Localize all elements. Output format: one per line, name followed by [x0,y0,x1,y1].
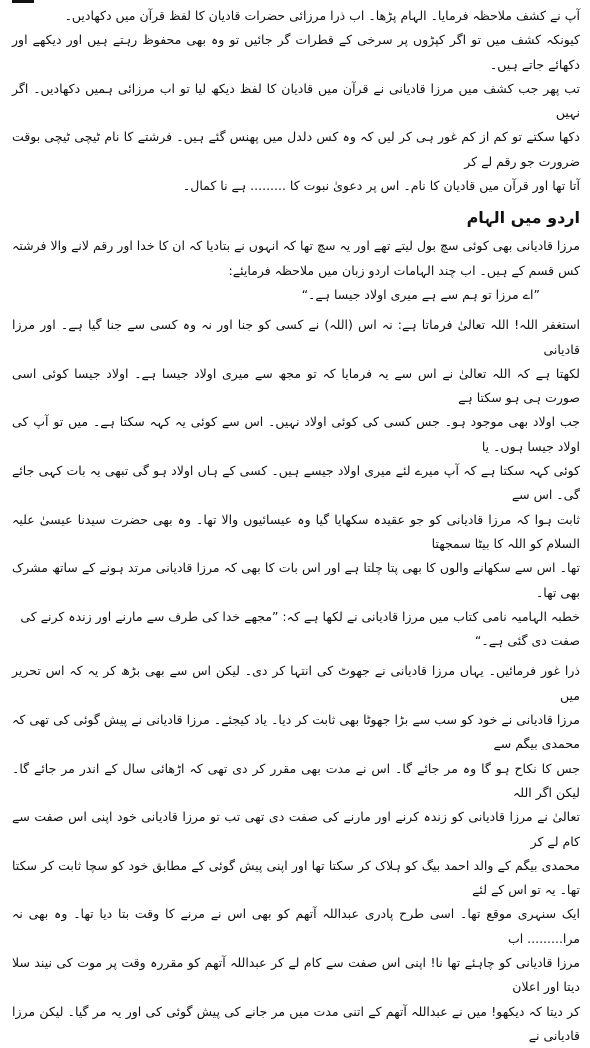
section-heading: اردو میں الہام [466,208,580,228]
paragraph-ghaur [12,659,580,1048]
text-line: جس کا نکاح ہو گا وہ مر جائے گا۔ اس نے مدت بھی مقرر کر دی تھی کہ اڑھائی سال کے اندر مر جائے گا۔ لیکن اگر اللہ [12,760,580,800]
paragraph-urdu-ilham [12,234,580,307]
text-line: ثابت ہوا کہ مرزا قادیانی کو جو عقیدہ سکھایا گیا وہ عیسائیوں والا تھا۔ وہ بھی حضرت سیدنا عیسیٰ علیہ السلام کو اللہ کا بیٹا سمجھتا [12,511,580,551]
text-line: صفت دی گئی ہے۔“ [474,633,580,649]
top-rule-mark [12,0,34,3]
quotation: ”اے مرزا تو ہم سے ہے میری اولاد جیسا ہے۔“ [301,286,540,302]
text-line: مرزا قادیانی نے خود کو سب سے بڑا جھوٹا بھی ثابت کر دیا۔ یاد کیجئے۔ مرزا قادیانی نے پیش گوئی کی تھی کہ محمدی بیگم سے [12,712,580,752]
text-line: کیونکہ کشف میں تو اگر کپڑوں پر سرخی کے قطرات گر جائیں تو وہ بھی محفوظ رہتے ہیں اور دیکھے اور دکھائے جاتے ہیں۔ [12,32,580,72]
paragraph-kashf [12,4,580,198]
paragraph-istighfar [12,313,580,653]
text-line: مرزا قادیانی بھی کوئی سچ بول لیتے تھے اور یہ سچ تھا کہ انہوں نے بتادیا کہ ان کا خدا اور رقم لانے والا فرشتہ [12,238,580,254]
text-line: دکھا سکتے تو کم از کم غور ہی کر لیں کہ وہ کس دلدل میں پھنس گئے ہیں۔ فرشتے کا نام ٹیچی ٹیچی بوقت ضرورت جو رقم لے کر [12,129,580,169]
text-line: استغفر اللہ! اللہ تعالیٰ فرماتا ہے: نہ اس (اللہ) نے کسی کو جنا اور نہ وہ کسی سے جنا گیا ہے۔ اور مرزا قادیانی [12,317,580,357]
text-line: آتا تھا اور قرآن میں قادیان کا نام۔ اس پر دعویٰ نبوت کا ......... ہے نا کمال۔ [182,178,580,194]
text-line: تھا۔ اس سے سکھانے والوں کا بھی پتا چلتا ہے اور اس بات کا بھی کہ مرزا قادیانی مرتد ہونے کے ساتھ مشرک بھی تھا۔ [12,560,580,600]
text-line: ایک سنہری موقع تھا۔ اسی طرح پادری عبداللہ آتھم کو بھی اس نے مرنے کا وقت بتا دیا تھا۔ وہ بھی نہ مرا......... اب [12,906,580,946]
text-line: لکھتا ہے کہ اللہ تعالیٰ نے اس سے یہ فرمایا کہ تو مجھ سے میری اولاد جیسا ہے۔ اولاد جیسا کوئی اسی صورت ہی ہو سکتا ہے [12,365,580,406]
text-line: کوئی کہہ سکتا ہے کہ آپ میرے لئے میری اولاد جیسے ہیں۔ کسی کے ہاں اولاد ہو گی تبھی یہ بات کہی جائے گی۔ اس سے [12,463,580,503]
text-line: تب پھر جب کشف میں مرزا قادیانی نے قرآن میں قادیان کا لفظ دیکھ لیا تو اب مرزائی ہمیں دکھادیں۔ اگر نہیں [12,80,580,121]
text-line: مرزا قادیانی کو چاہئے تھا نا! اپنی اس صفت سے کام لے کر عبداللہ آتھم کو مقررہ وقت پر موت کی نیند سلا دیتا اور اعلان [12,954,580,995]
text-line: تعالیٰ نے مرزا قادیانی کو زندہ کرنے اور مارنے کی صفت دی تھی تب تو مرزا قادیانی خود اپنی اس صفت سے کام لے کر [12,809,580,849]
text-line: ذرا غور فرمائیں۔ یہاں مرزا قادیانی نے جھوٹ کی انتہا کر دی۔ لیکن اس سے بھی بڑھ کر یہ کہ اس تحریر میں [12,663,580,703]
text-line: کر دیتا کہ دیکھو! میں نے عبداللہ آتھم کے اتنی مدت میں مر جانے کی پیش گوئی کی اور یہ مر گیا۔ لیکن مرزا قادیانی نے [12,1003,580,1043]
text-line: کس قسم کے ہیں۔ اب چند الہامات اردو زبان میں ملاحظہ فرمایئے: [228,262,580,278]
text-line: جب اولاد بھی موجود ہو۔ جس کسی کی کوئی اولاد نہیں۔ اس سے کوئی یہ کہہ سکتا ہے۔ میں تو آپ کی اولاد جیسا ہوں۔ یا [12,414,580,454]
text-line: محمدی بیگم کے والد احمد بیگ کو ہلاک کر سکتا تھا اور اپنی پیش گوئی کے مطابق خود کو سچا ثابت کر سکتا تھا۔ یہ تو اس کے لئے [12,857,580,898]
text-line: آپ نے کشف ملاحظہ فرمایا۔ الہام پڑھا۔ اب ذرا مرزائی حضرات قادیان کا لفظ قرآن میں دکھادیں۔ [64,8,580,23]
text-line: خطبہ الہامیہ نامی کتاب میں مرزا قادیانی نے لکھا ہے کہ: ”مجھے خدا کی طرف سے مارنے اور زندہ کرنے کی [20,608,580,624]
